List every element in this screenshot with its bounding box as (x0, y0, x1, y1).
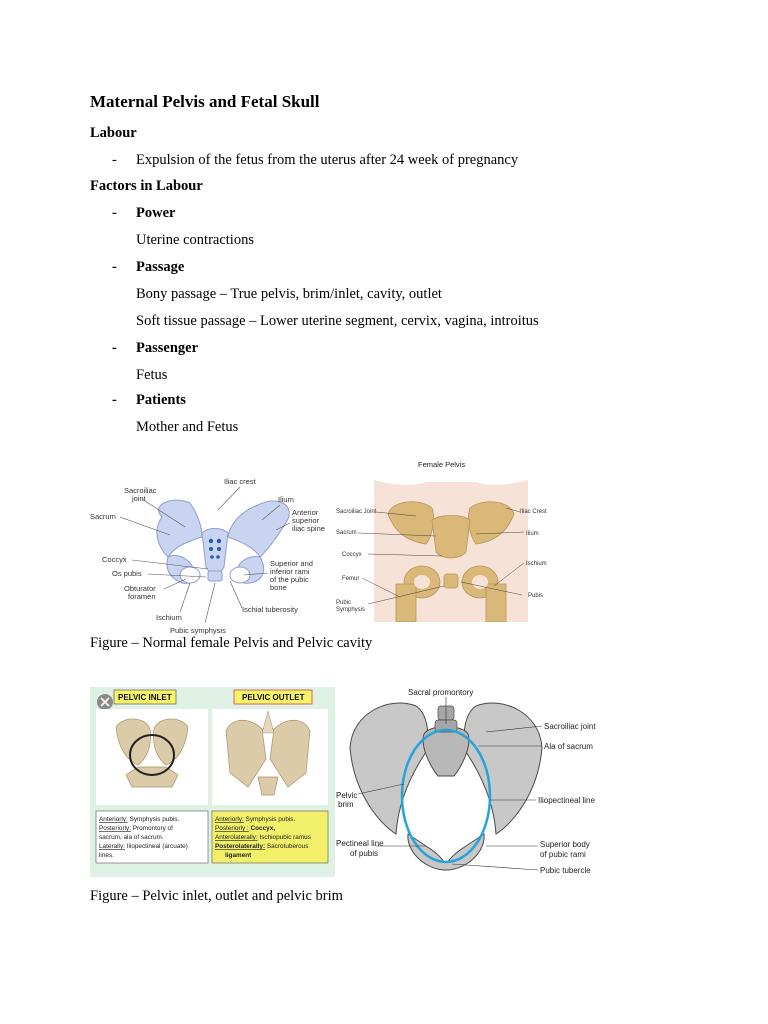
label-asis: Anterior (292, 508, 319, 517)
inlet-box-label: Posteriorly: (99, 825, 131, 832)
figure2-caption: Figure – Pelvic inlet, outlet and pelvic brim (90, 888, 343, 904)
outlet-box-label: Posteriorly : (215, 825, 249, 832)
factor-label-passage: Passage (136, 259, 185, 275)
pelvic-brim-figure (336, 684, 606, 880)
figure1-caption: Figure – Normal female Pelvis and Pelvic cavity (90, 635, 373, 651)
label-ala-of-sacrum: Ala of sacrum (544, 742, 593, 751)
inlet-title: PELVIC INLET (118, 693, 172, 702)
page-title: Maternal Pelvis and Fetal Skull (90, 92, 320, 111)
svg-text:Anteriorly: Symphysis pubis. (99, 816, 180, 823)
label-obturator: Obturator (124, 584, 156, 593)
label-rami: Superior and (270, 559, 313, 568)
factor-text: Fetus (136, 367, 168, 383)
label-sacral-promontory: Sacral promontory (408, 688, 474, 697)
inlet-box-label: Laterally: (99, 843, 125, 850)
svg-text:Posteriorly : Coccyx, (215, 825, 275, 832)
label-pelvic-brim: Pelvic (336, 791, 358, 800)
label-ilium: Ilium (526, 531, 539, 537)
label-iliac-crest: Iliac crest (224, 477, 256, 486)
factor-label-power: Power (136, 205, 176, 221)
svg-text:Anteriorly: Symphysis pubis. (215, 816, 296, 823)
bullet-dash: - (112, 340, 117, 356)
pelvis-anatomy-diagram (90, 475, 335, 635)
inlet-box-text: Symphysis pubis. (127, 816, 180, 823)
bullet-dash: - (112, 259, 117, 275)
label-pubis: Pubis (528, 593, 544, 599)
svg-text:Posteriorly: Promontory of (99, 825, 173, 832)
label-ischial-tuberosity: Ischial tuberosity (242, 605, 298, 614)
bullet-dash: - (112, 392, 117, 408)
label-sacrum: Sacrum (336, 530, 357, 536)
label-iliac-crest: Iliac Crest (520, 509, 547, 515)
inlet-box-text: lines. (99, 852, 114, 859)
label-sacroiliac: joint (132, 494, 146, 503)
label-pubic-symphysis: Symphysis (336, 607, 366, 613)
factors-heading: Factors in Labour (90, 178, 203, 194)
label-sacrum: Sacrum (90, 512, 116, 521)
label-pectineal-line: Pectineal line (336, 839, 384, 848)
factor-text: Uterine contractions (136, 232, 254, 248)
label-ilium: Ilium (278, 495, 294, 504)
outlet-box-text: Symphysis pubis. (243, 816, 296, 823)
label-superior-body: Superior body (540, 840, 590, 849)
label-asis: superior (292, 516, 320, 525)
label-pelvic-brim: brim (338, 800, 354, 809)
label-os-pubis: Os pubis (112, 569, 142, 578)
label-pubic-symphysis: Pubic symphysis (170, 626, 226, 635)
outlet-box-text: Ischiopubic ramus (257, 834, 311, 841)
factor-text: Mother and Fetus (136, 419, 239, 435)
label-pectineal-line: of pubis (350, 849, 379, 858)
labour-heading: Labour (90, 125, 137, 141)
outlet-title: PELVIC OUTLET (242, 693, 305, 702)
inlet-box-text: Promontory of (130, 825, 173, 832)
bullet-dash: - (112, 152, 117, 168)
label-coccyx: Coccyx (342, 552, 362, 558)
outlet-box-label: Anteriorly: (215, 816, 244, 823)
svg-text:Laterally: Iliopectineal (arcu (99, 843, 188, 850)
inlet-box-text: Iliopectineal (arcuate) (124, 843, 188, 850)
label-ischium: Ischium (156, 613, 182, 622)
label-rami: bone (270, 583, 287, 592)
label-asis: iliac spine (292, 524, 325, 533)
bullet-dash: - (112, 205, 117, 221)
label-coccyx: Coccyx (102, 555, 127, 564)
label-ischium: Ischium (526, 561, 547, 567)
outlet-box-label: Posterolaterally: (215, 843, 266, 850)
factor-label-patients: Patients (136, 392, 186, 408)
svg-text:Posterolaterally: Sacrotuberou (215, 843, 308, 850)
pelvic-inlet-outlet-figure (90, 687, 335, 877)
label-superior-body: of pubic rami (540, 850, 586, 859)
label-femur: Femur (342, 576, 360, 582)
factor-text: Soft tissue passage – Lower uterine segment, cervix, vagina, introitus (136, 313, 539, 329)
label-obturator: foramen (128, 592, 156, 601)
female-pelvis-figure (336, 456, 566, 622)
label-sacroiliac: Sacroiliac (124, 486, 157, 495)
label-pubic-tubercle: Pubic tubercle (540, 866, 591, 875)
label-rami: inferior rami (270, 567, 310, 576)
outlet-box-text: Sacrotuberous (265, 843, 309, 850)
label-rami: of the pubic (270, 575, 309, 584)
inlet-box-text: sacrum, ala of sacrum. (99, 834, 164, 841)
outlet-box-text: ligament (225, 852, 252, 859)
outlet-box-label: Anterolaterally: (215, 834, 258, 841)
labour-definition: Expulsion of the fetus from the uterus after 24 week of pregnancy (136, 152, 519, 168)
inlet-box-label: Anteriorly: (99, 816, 128, 823)
label-sacroiliac-joint: Sacroiliac joint (544, 722, 596, 731)
factor-label-passenger: Passenger (136, 340, 199, 356)
female-pelvis-title: Female Pelvis (418, 460, 466, 469)
factor-text: Bony passage – True pelvis, brim/inlet, cavity, outlet (136, 286, 442, 302)
label-sacroiliac-joint: Sacroiliac Joint (336, 509, 377, 515)
outlet-box-text: Coccyx, (248, 825, 276, 832)
svg-text:Anterolaterally: Ischiopubic r (215, 834, 311, 841)
label-iliopectineal-line: Iliopectineal line (538, 796, 595, 805)
label-pubic-symphysis: Pubic (336, 600, 352, 606)
